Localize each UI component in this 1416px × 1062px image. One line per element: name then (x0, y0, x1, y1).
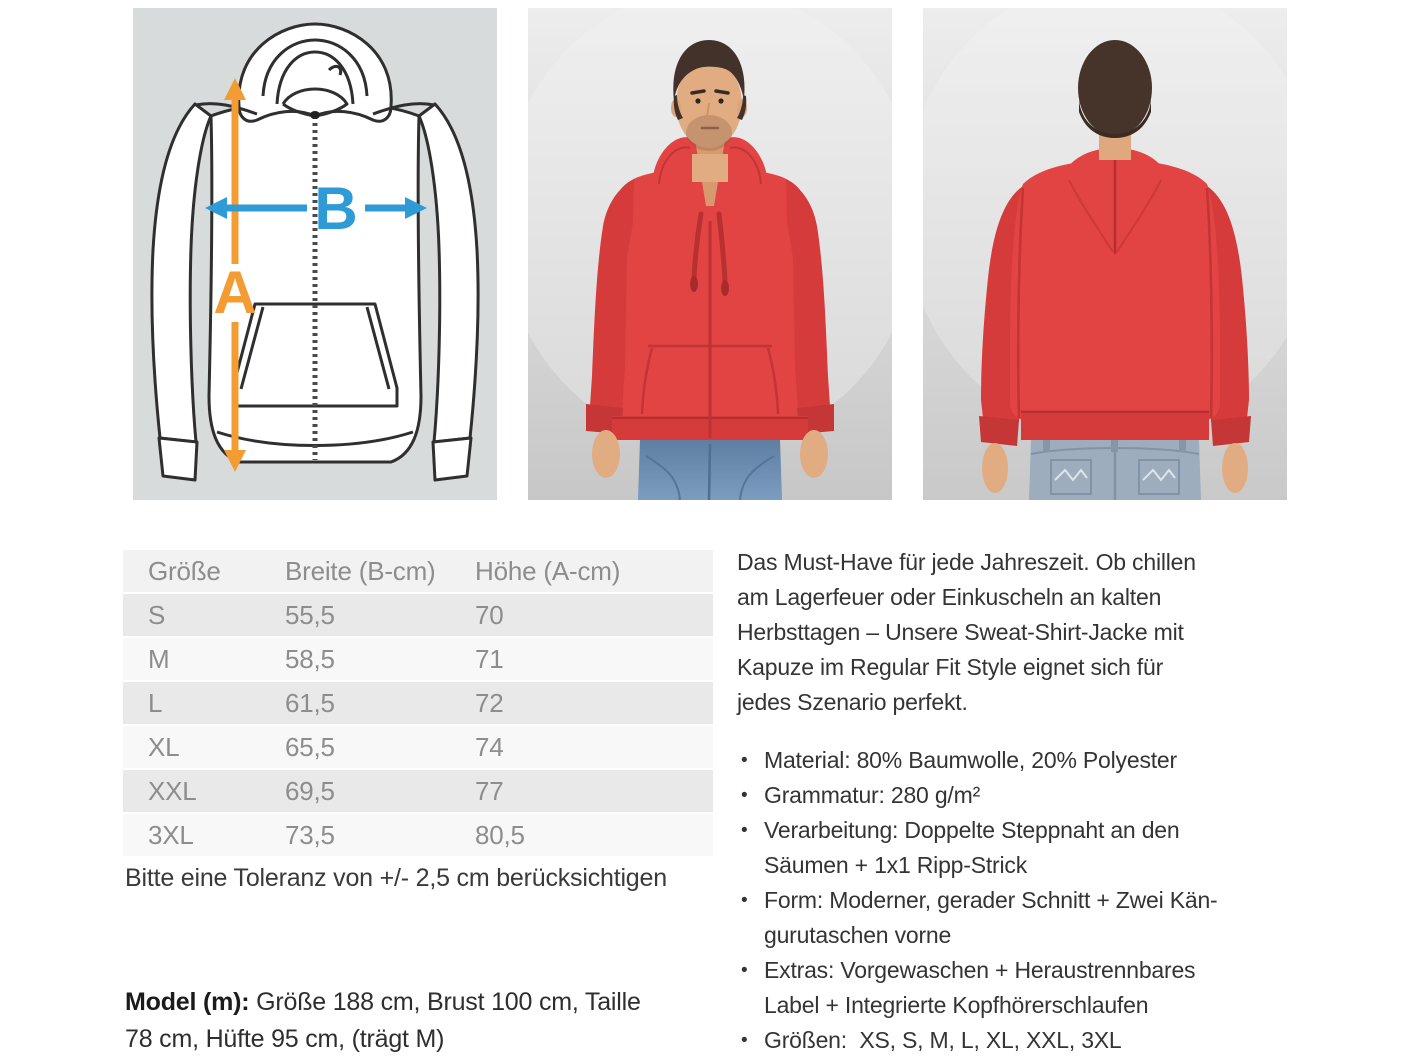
label-b: B (314, 175, 358, 242)
feature-extras: • Extras: Vorgewaschen + Heraustrennbares Label + Integrierte Kopfhörerschlaufen (737, 953, 1377, 1023)
product-description (737, 545, 1377, 1058)
size-diagram-image[interactable] (133, 8, 497, 500)
back-view-illustration (923, 8, 1287, 500)
table-row (123, 770, 713, 812)
feature-verarbeitung: • Verarbeitung: Doppelte Steppnaht an den Säumen + 1x1 Ripp-Strick (737, 813, 1377, 883)
bullet-dot: • (741, 960, 748, 981)
size-table-header-row (123, 550, 713, 592)
feature-material: • Material: 80% Baumwolle, 20% Polyester (737, 743, 1377, 778)
size-table (123, 550, 713, 858)
cell-size: XL (148, 731, 180, 762)
jeans-front (638, 440, 782, 500)
jeans-back (1029, 440, 1201, 500)
table-row (123, 814, 713, 856)
feature-list (737, 743, 1377, 1058)
feature-form: • Form: Moderner, gerader Schnitt + Zwei Kän- gurutaschen vorne (737, 883, 1377, 953)
bullet-dot: • (741, 750, 748, 771)
cell-size: L (148, 687, 163, 718)
hand (1222, 443, 1248, 493)
cell-size: S (148, 599, 166, 630)
table-row (123, 594, 713, 636)
table-row (123, 682, 713, 724)
model-text-line2: 78 cm, Hüfte 95 cm, (trägt M) (125, 1025, 445, 1053)
feature-groessen: • Größen: XS, S, M, L, XL, XXL, 3XL (737, 1023, 1377, 1058)
product-photo-back[interactable] (923, 8, 1287, 500)
cell-height: 72 (475, 687, 504, 718)
cell-height: 77 (475, 775, 504, 806)
cell-width: 58,5 (285, 643, 335, 674)
cell-size: XXL (148, 775, 197, 806)
bullet-dot: • (741, 785, 748, 806)
model-label: Model (m): (125, 988, 250, 1016)
cell-width: 69,5 (285, 775, 335, 806)
table-row (123, 638, 713, 680)
bullet-dot: • (741, 820, 748, 841)
cell-width: 73,5 (285, 819, 335, 850)
product-photo-front[interactable] (528, 8, 892, 500)
bullet-dot: • (741, 1030, 748, 1051)
cell-width: 61,5 (285, 687, 335, 718)
cell-height: 70 (475, 599, 504, 630)
hoodie-measure-diagram (133, 8, 497, 500)
bullet-dot: • (741, 890, 748, 911)
cell-height: 71 (475, 643, 504, 674)
col-header-width: Breite (B-cm) (285, 555, 436, 586)
hand (800, 430, 828, 478)
model-measurements (125, 984, 641, 1058)
cell-size: 3XL (148, 819, 194, 850)
cell-height: 80,5 (475, 819, 525, 850)
cell-width: 65,5 (285, 731, 335, 762)
model-text-line1: Größe 188 cm, Brust 100 cm, Taille (249, 988, 641, 1016)
cell-size: M (148, 643, 170, 674)
col-header-height: Höhe (A-cm) (475, 555, 621, 586)
front-view-illustration (528, 8, 892, 500)
hand (592, 430, 620, 478)
cell-width: 55,5 (285, 599, 335, 630)
description-intro: Das Must-Have für jede Jahreszeit. Ob chillen am Lagerfeuer oder Einkuscheln an kalten Herbsttagen – Unsere Sweat-Shirt-Jacke mit Kapuze im Regular Fit Style eignet sich für jedes Szenario perfekt. (737, 549, 1196, 715)
label-a: A (213, 259, 257, 326)
hand (982, 443, 1008, 493)
table-row (123, 726, 713, 768)
feature-grammatur: • Grammatur: 280 g/m² (737, 778, 1377, 813)
col-header-size: Größe (148, 555, 221, 586)
tolerance-note: Bitte eine Toleranz von +/- 2,5 cm berücksichtigen (125, 864, 667, 892)
cell-height: 74 (475, 731, 504, 762)
